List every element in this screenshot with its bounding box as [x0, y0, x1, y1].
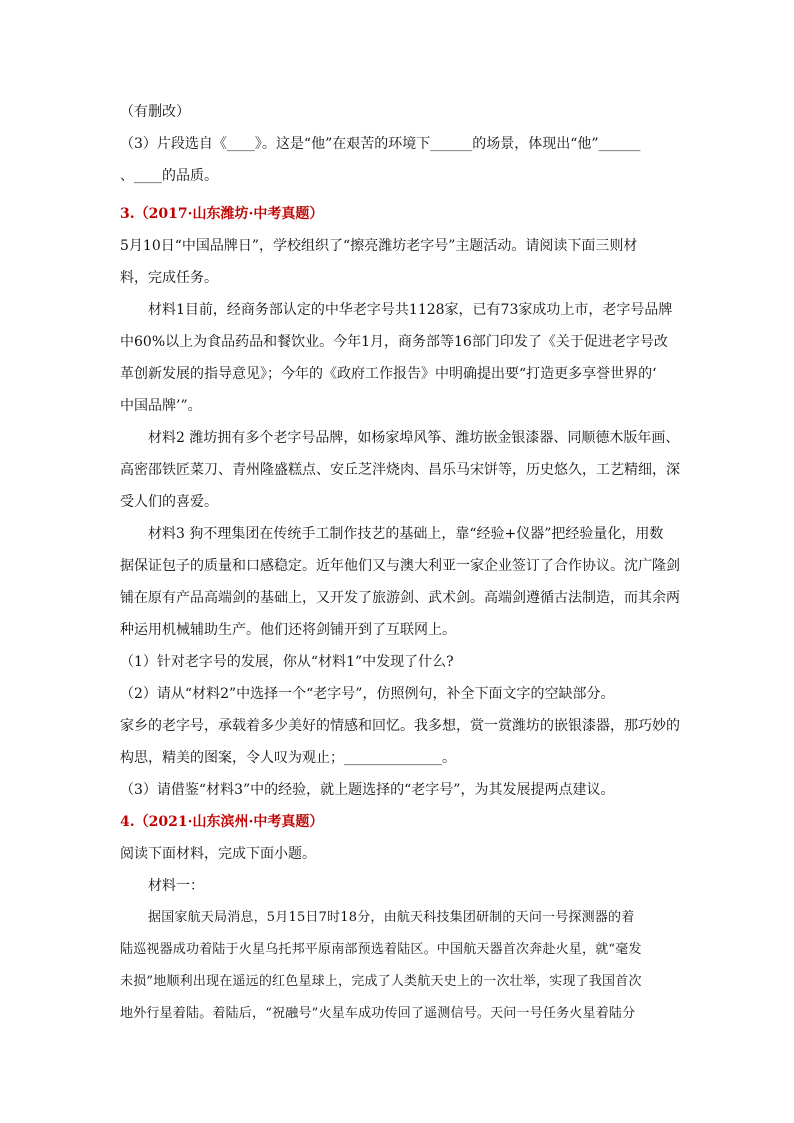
text-line: （1）针对老字号的发展，你从“材料1”中发现了什么? [120, 654, 454, 670]
text-line: 材料1目前，经商务部认定的中华老字号共1128家，已有73家成功上市，老字号品牌 [148, 302, 673, 318]
text-line: 陆巡视器成功着陆于火星乌托邦平原南部预选着陆区。中国航天器首次奔赴火星，就“毫发 [120, 942, 642, 957]
text-line: 、____的品质。 [120, 168, 218, 184]
text-line: 据国家航天局消息，5月15日7时18分，由航天科技集团研制的天问一号探测器的着 [148, 910, 635, 925]
text-line: 材料2 潍坊拥有多个老字号品牌，如杨家埠风筝、潍坊嵌金银漆器、同顺德木版年画、 [148, 430, 680, 446]
text-line: （2）请从“材料2”中选择一个“老字号”，仿照例句，补全下面文字的空缺部分。 [120, 686, 615, 702]
text-line: 5月10日“中国品牌日”，学校组织了“擦亮潍坊老字号”主题活动。请阅读下面三则材 [120, 238, 638, 254]
text-line: （有删改） [120, 104, 190, 120]
text-line: 料，完成任务。 [120, 270, 218, 286]
text-line: 受人们的喜爱。 [120, 494, 218, 510]
text-line: 材料一： [148, 878, 204, 894]
text-line: 材料3 狗不理集团在传统手工制作技艺的基础上，靠“经验+仪器”把经验量化，用数 [148, 526, 664, 542]
text-line: 种运用机械辅助生产。他们还将剑铺开到了互联网上。 [120, 622, 456, 638]
question-heading: 4.（2021·山东滨州·中考真题） [120, 814, 324, 830]
text-line: 阅读下面材料，完成下面小题。 [120, 846, 316, 862]
text-line: 构思，精美的图案，令人叹为观止；______________。 [120, 750, 456, 766]
text-line: 高密邵铁匠菜刀、青州隆盛糕点、安丘芝泮烧肉、昌乐马宋饼等，历史悠久，工艺精细，深 [120, 462, 680, 478]
text-line: 未损”地顺利出现在遥远的红色星球上，完成了人类航天史上的一次壮举，实现了我国首次 [120, 974, 642, 989]
question-heading: 3.（2017·山东潍坊·中考真题） [120, 206, 324, 222]
text-line: 中60%以上为食品药品和餐饮业。今年1月，商务部等16部门印发了《关于促进老字号改 [120, 334, 668, 350]
text-line: 家乡的老字号，承载着多少美好的情感和回忆。我多想，赏一赏潍坊的嵌银漆器，那巧妙的 [120, 718, 680, 734]
text-line: 革创新发展的指导意见》；今年的《政府工作报告》中明确提出要“打造更多享誉世界的‘ [120, 366, 657, 382]
text-line: 中国品牌’”。 [120, 398, 202, 414]
text-line: （3）片段选自《____》。这是“他”在艰苦的环境下______的场景，体现出“他”______ [120, 136, 641, 152]
text-line: 地外行星着陆。着陆后，“祝融号”火星车成功传回了遥测信号。天问一号任务火星着陆分 [120, 1006, 636, 1021]
text-line: 据保证包子的质量和口感稳定。近年他们又与澳大利亚一家企业签订了合作协议。沈广隆剑 [120, 558, 680, 574]
text-line: 铺在原有产品高端剑的基础上，又开发了旅游剑、武术剑。高端剑遵循古法制造，而其余两 [120, 590, 680, 606]
text-line: （3）请借鉴“材料3”中的经验，就上题选择的“老字号”，为其发展提两点建议。 [120, 782, 615, 798]
